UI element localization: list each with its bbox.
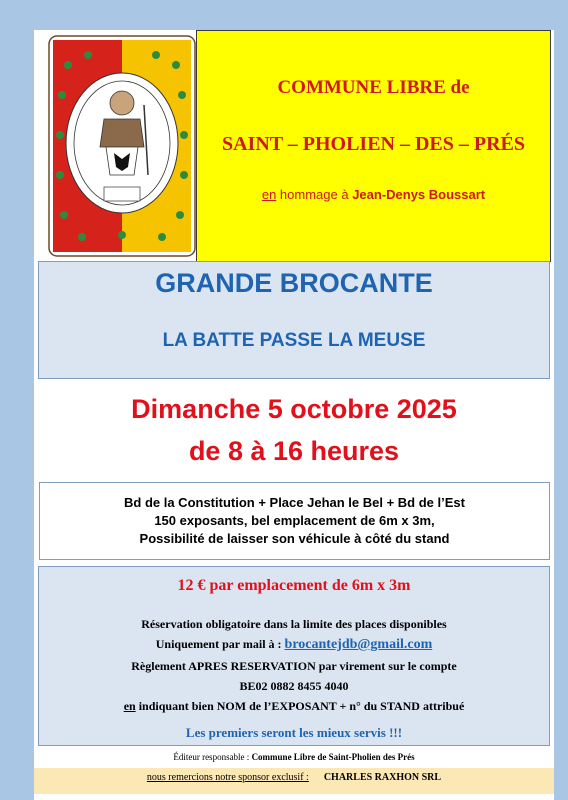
note-prefix: en xyxy=(123,699,136,713)
vehicle-line: Possibilité de laisser son véhicule à côté du stand xyxy=(139,531,450,546)
poster-page xyxy=(34,30,554,800)
publisher-line xyxy=(34,752,554,762)
sponsor-label: nous remercions notre sponsor exclusif : xyxy=(146,772,309,783)
publisher-name: Commune Libre de Saint-Pholien des Prés xyxy=(251,752,415,762)
mail-prefix: Uniquement par mail à : xyxy=(155,637,285,651)
event-hours: de 8 à 16 heures xyxy=(188,436,400,466)
commune-name: SAINT – PHOLIEN – DES – PRÉS xyxy=(221,133,526,155)
note-line xyxy=(39,699,549,714)
event-date: Dimanche 5 octobre 2025 xyxy=(131,394,457,424)
sponsor-bar xyxy=(34,768,554,794)
tribute-line xyxy=(197,187,550,202)
exhibitors-line: 150 exposants, bel emplacement de 6m x 3m, xyxy=(154,513,435,528)
commune-crest-logo xyxy=(48,35,196,257)
sponsor-name: CHARLES RAXHON SRL xyxy=(323,772,442,783)
title-box xyxy=(38,261,550,379)
closing-line: Les premiers seront les mieux servis !!! xyxy=(185,725,403,740)
note-rest: indiquant bien NOM de l’EXPOSANT + n° du STAND attribué xyxy=(135,699,465,713)
publisher-label: Éditeur responsable : xyxy=(173,752,252,762)
tribute-name: Jean-Denys Boussart xyxy=(352,187,486,202)
payment-line: Règlement APRES RESERVATION par virement sur le compte xyxy=(131,659,457,673)
address-box xyxy=(39,482,550,560)
header-box xyxy=(196,30,551,262)
address-line: Bd de la Constitution + Place Jehan le Bel + Bd de l’Est xyxy=(124,495,465,510)
info-box xyxy=(38,566,550,746)
price-line: 12 € par emplacement de 6m x 3m xyxy=(177,577,411,594)
reservation-line: Réservation obligatoire dans la limite des places disponibles xyxy=(141,617,447,631)
email-link[interactable]: brocantejdb@gmail.com xyxy=(284,637,433,652)
commune-title: COMMUNE LIBRE de xyxy=(277,77,470,98)
iban-line: BE02 0882 8455 4040 xyxy=(239,679,349,693)
mail-line xyxy=(39,637,549,653)
event-subtitle: LA BATTE PASSE LA MEUSE xyxy=(162,330,426,351)
tribute-middle: hommage à xyxy=(276,187,353,202)
event-title: GRANDE BROCANTE xyxy=(155,268,433,298)
tribute-prefix: en xyxy=(261,187,277,202)
